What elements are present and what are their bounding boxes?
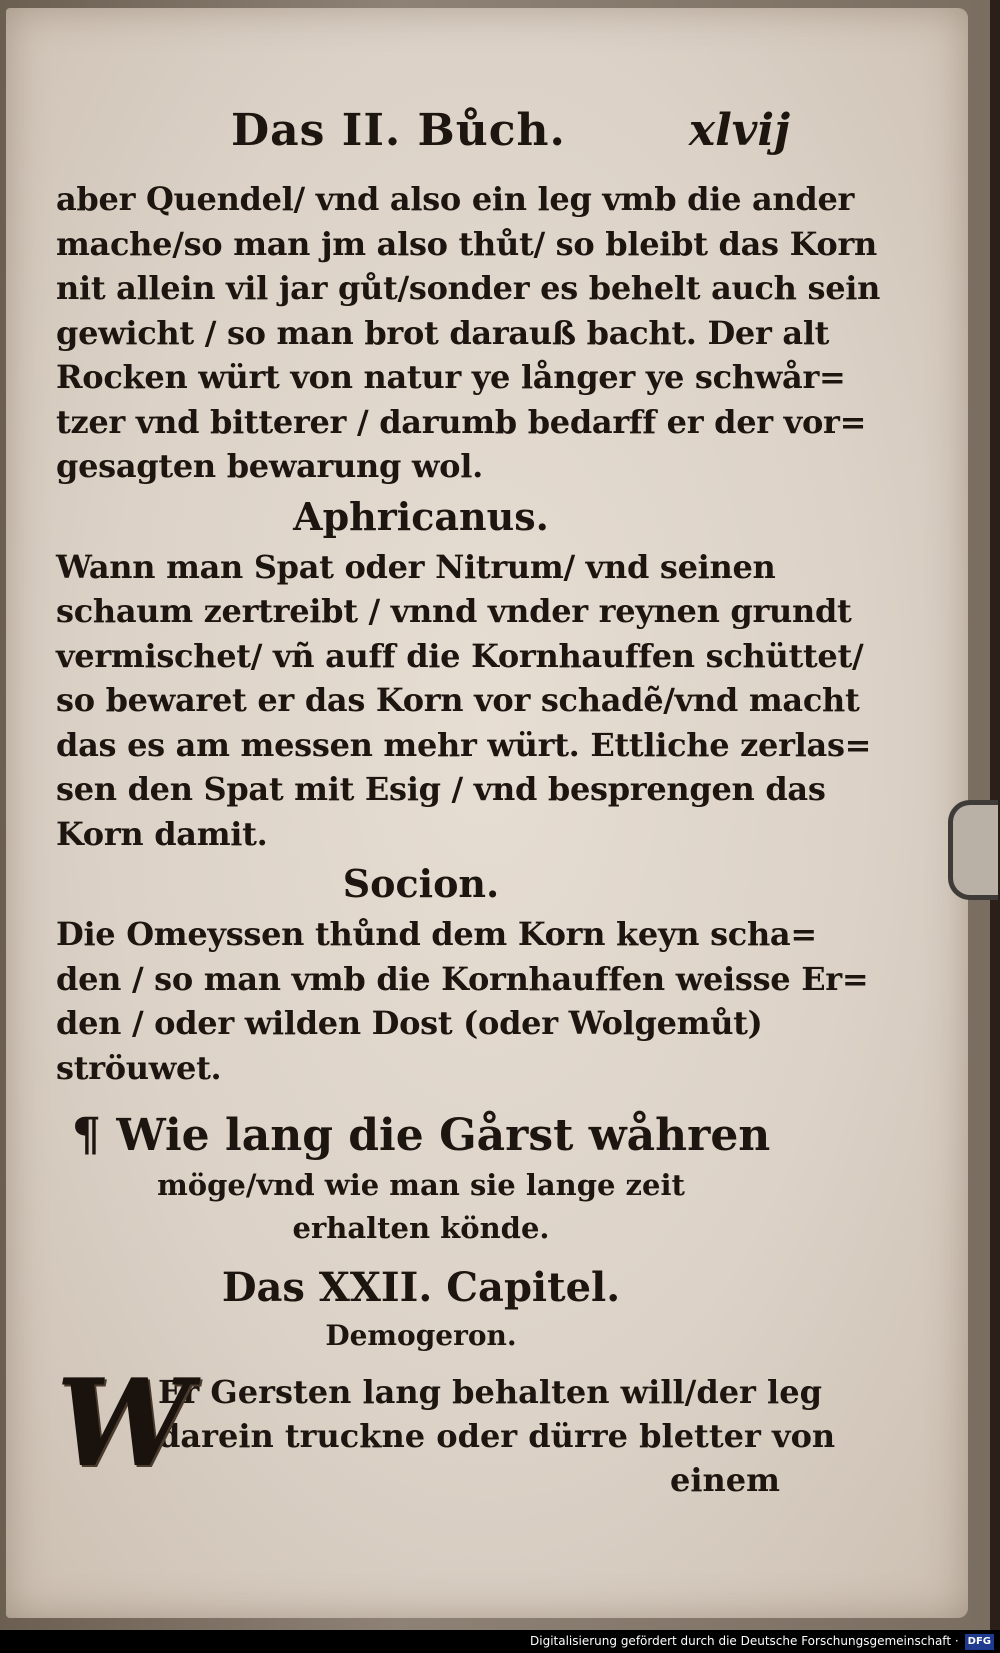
chapter-subtitle-line-2: erhalten könde. (292, 1211, 550, 1245)
text-line: den / oder wilden Dost (oder Wolgemůt) (56, 1004, 763, 1042)
page-text (56, 105, 881, 1502)
text-line: so bewaret er das Korn vor schadẽ/vnd macht (56, 681, 860, 719)
chapter-number: Das XXII. Capitel. (221, 1264, 621, 1311)
footer-credit: Digitalisierung gefördert durch die Deutsche Forschungsgemeinschaft · (530, 1634, 959, 1648)
page-header (56, 105, 790, 177)
text-line: sen den Spat mit Esig / vnd besprengen das (56, 770, 826, 808)
text-line: den / so man vmb die Kornhauffen weisse Er= (56, 959, 869, 998)
chapter-title-text: Wie lang die Gårst wåhren (116, 1110, 771, 1161)
text-line: Wann man Spat oder Nitrum/ vnd seinen (56, 547, 776, 586)
text-line: nit allein vil jar gůt/sonder es behelt auch sein (56, 269, 881, 307)
text-line: tzer vnd bitterer / darumb bedarff er der vor= (56, 402, 867, 441)
paragraph-1 (56, 177, 881, 489)
section-2-body (56, 912, 869, 1090)
text-line: vermischet/ vñ auff die Kornhauffen schüttet/ (56, 636, 864, 675)
speaker-name: Demogeron. (325, 1319, 517, 1352)
digitization-footer (0, 1630, 1000, 1653)
text-line: aber Quendel/ vnd also ein leg vmb die ander (56, 180, 855, 218)
text-line: Die Omeyssen thůnd dem Korn keyn scha= (56, 915, 817, 953)
dfg-logo: DFG (965, 1634, 994, 1650)
running-head: Das II. Bůch. (231, 105, 566, 156)
section-heading-aphricanus: Aphricanus. (293, 493, 549, 539)
section-heading-socion: Socion. (342, 861, 500, 906)
chapter-body (56, 1353, 836, 1502)
drop-cap-initial: W (56, 1353, 191, 1494)
folio-number: xlvij (688, 105, 790, 156)
text-line: mache/so man jm also thůt/ so bleibt das Korn (56, 224, 877, 263)
text-line: Er Gersten lang behalten will/der leg (158, 1373, 822, 1411)
text-line: ströuwet. (56, 1048, 222, 1087)
pilcrow-mark: ¶ (71, 1107, 101, 1161)
text-line: gewicht / so man brot darauß bacht. Der alt (56, 313, 830, 352)
chapter-title (56, 1106, 786, 1164)
text-line: darein truckne oder dürre bletter von (158, 1417, 836, 1455)
text-line: gesagten bewarung wol. (56, 447, 483, 485)
text-line: das es am messen mehr würt. Ettliche zerlas= (56, 725, 872, 764)
text-line: schaum zertreibt / vnnd vnder reynen grundt (56, 592, 852, 630)
text-line: Rocken würt von natur ye långer ye schwår= (56, 358, 846, 396)
text-line: Korn damit. (56, 814, 268, 853)
book-clasp (948, 800, 998, 900)
catchword: einem (670, 1461, 780, 1499)
chapter-subtitle-line-1: möge/vnd wie man sie lange zeit (157, 1168, 685, 1202)
section-1-body (56, 545, 872, 857)
